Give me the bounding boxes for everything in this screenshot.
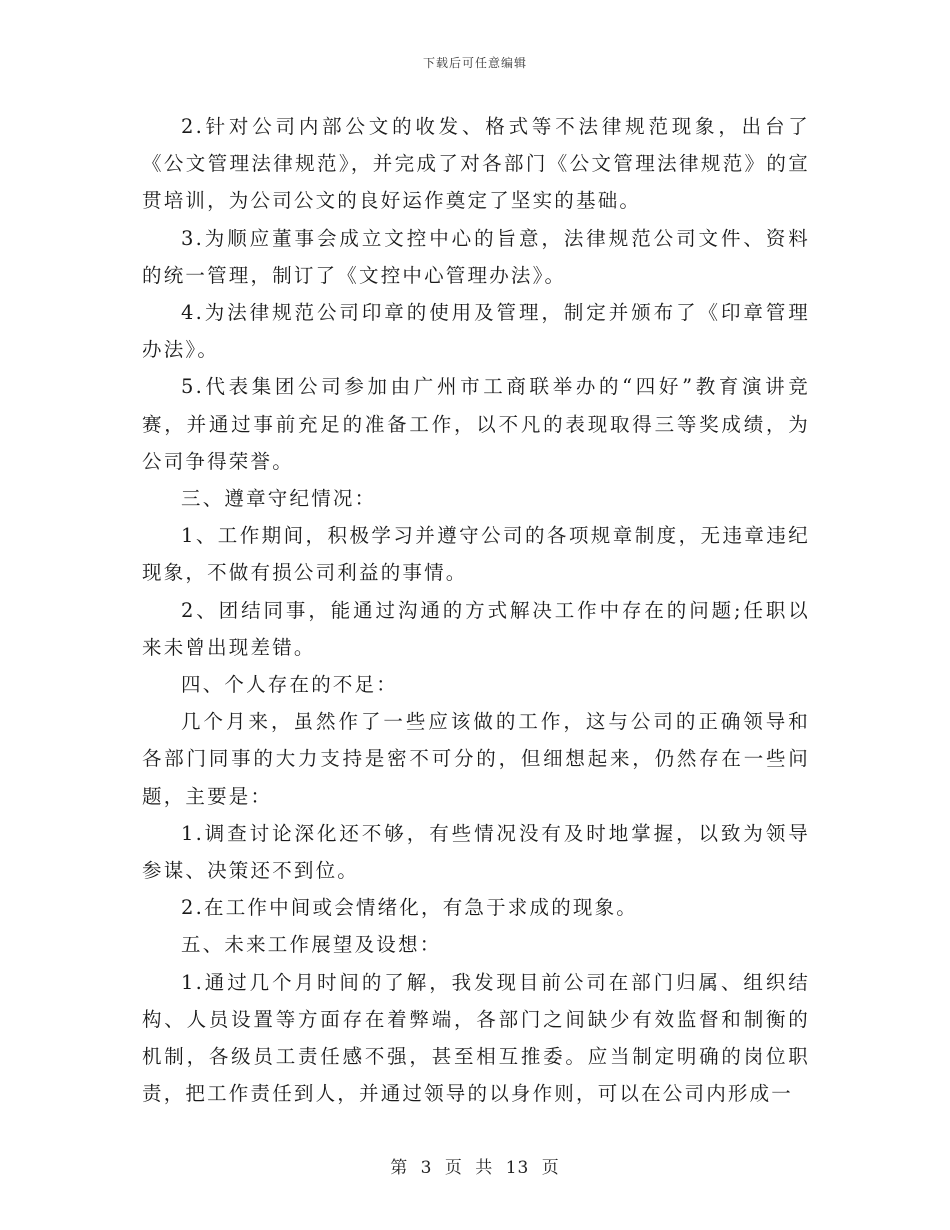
- paragraph-item-4: 4.为法律规范公司印章的使用及管理，制定并颁布了《印章管理办法》。: [142, 301, 810, 362]
- paragraph-item-5: 5.代表集团公司参加由广州市工商联举办的“四好”教育演讲竞赛，并通过事前充足的准备工作，以不凡的表现取得三等奖成绩，为公司争得荣誉。: [142, 375, 810, 473]
- paragraph-item-2: 2.针对公司内部公文的收发、格式等不法律规范现象，出台了《公文管理法律规范》，并完成了对各部门《公文管理法律规范》的宣贯培训，为公司公文的良好运作奠定了坚实的基础。: [142, 115, 810, 213]
- paragraph-discipline-1: 1、工作期间，积极学习并遵守公司的各项规章制度，无违章违纪现象，不做有损公司利益的事情。: [142, 524, 810, 585]
- page-header: 下载后可任意编辑: [422, 56, 527, 70]
- paragraph-shortcomings-1: 1.调查讨论深化还不够，有些情况没有及时地掌握，以致为领导参谋、决策还不到位。: [142, 821, 810, 883]
- paragraph-shortcomings-2: 2.在工作中间或会情绪化，有急于求成的现象。: [181, 896, 639, 920]
- section-heading-outlook: 五、未来工作展望及设想：: [181, 933, 442, 957]
- section-heading-discipline: 三、遵章守纪情况：: [181, 487, 377, 511]
- paragraph-shortcomings-intro: 几个月来，虽然作了一些应该做的工作，这与公司的正确领导和各部门同事的大力支持是密不可分的，但细想起来，仍然存在一些问题，主要是：: [142, 710, 810, 808]
- page-number-footer: 第 3 页 共 13 页: [390, 1158, 560, 1178]
- document-body: [142, 108, 810, 1112]
- paragraph-item-3: 3.为顺应董事会成立文控中心的旨意，法律规范公司文件、资料的统一管理，制订了《文控中心管理办法》。: [142, 226, 810, 287]
- paragraph-outlook-1: 1.通过几个月时间的了解，我发现目前公司在部门归属、组织结构、人员设置等方面存在着弊端，各部门之间缺少有效监督和制衡的机制，各级员工责任感不强，甚至相互推委。应当制定明确的岗位职责，把工作责任到人，并通过领导的以身作则，可以在公司内形成一: [142, 970, 810, 1106]
- section-heading-shortcomings: 四、个人存在的不足：: [181, 673, 399, 697]
- paragraph-discipline-2: 2、团结同事，能通过沟通的方式解决工作中存在的问题;任职以来未曾出现差错。: [142, 598, 810, 659]
